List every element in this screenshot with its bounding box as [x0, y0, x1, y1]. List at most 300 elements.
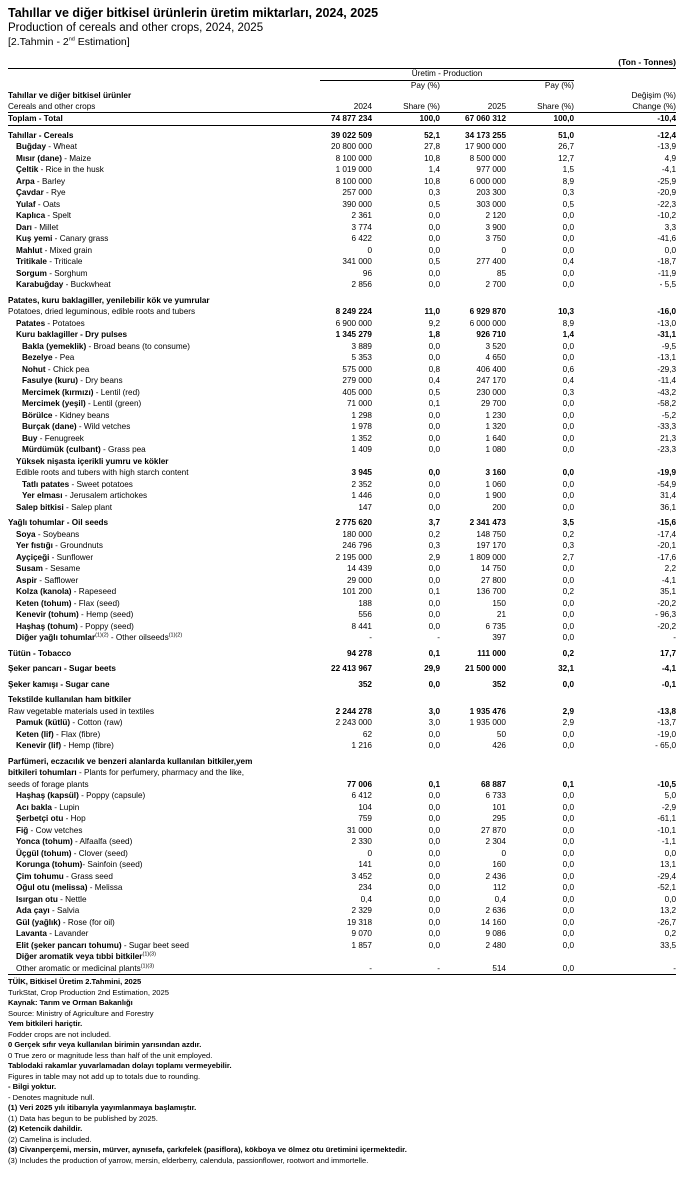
change-pct: -20,9 [657, 188, 677, 197]
share-2024: 1,8 [428, 330, 440, 339]
label-en: Sweet potatoes [76, 479, 133, 489]
change-pct: -17,6 [657, 552, 677, 562]
label-tr: Patates [16, 318, 46, 328]
share-2025: 0,0 [562, 491, 575, 500]
change-pct: -20,1 [657, 541, 677, 550]
share-2025: 2,7 [562, 552, 575, 562]
change-pct: 4,9 [664, 153, 677, 163]
value-2024: 1 345 279 [335, 330, 372, 339]
table-row [8, 141, 676, 153]
share-2024: 0,5 [428, 199, 440, 209]
share-2025: 2,9 [562, 718, 575, 727]
row-label: Çavdar - Rye [16, 188, 66, 197]
share-2024: 0,0 [428, 871, 440, 881]
footnote-line: 0 True zero or magnitude less than half of the unit employed. [8, 1050, 213, 1060]
table-row [8, 490, 676, 502]
label-header-en: Cereals and other crops [8, 102, 320, 113]
label-tr: Fiğ [16, 825, 29, 835]
change-pct: -10,4 [574, 113, 676, 126]
label-tr: Yonca (tohum) [16, 837, 73, 846]
share-2025: 0,0 [562, 564, 575, 573]
change-pct: -29,3 [657, 364, 677, 374]
value-2025: 426 [492, 741, 506, 750]
value-2025: 6 000 000 [469, 318, 506, 328]
value-2025: 21 500 000 [465, 664, 506, 673]
share-2024: 0,0 [428, 929, 440, 938]
change-pct: 0,0 [664, 894, 677, 904]
value-2024: 39 022 509 [331, 130, 372, 140]
label-en: Lupin [59, 802, 80, 812]
share-2025: 0,2 [562, 648, 575, 658]
footnote-line: (1) Veri 2025 yılı itibarıyla yayımlanmaya başlamıştır. [8, 1103, 197, 1112]
row-label [8, 456, 320, 468]
value-2024: 180 000 [342, 529, 372, 539]
share-2024: 1,4 [428, 165, 440, 174]
share-2024: 0,0 [428, 222, 440, 232]
change-pct [574, 295, 676, 307]
value-2025: 4 650 [485, 353, 506, 362]
value-2024: 0 [367, 848, 372, 858]
share-2025: 0,0 [562, 245, 575, 255]
change-pct: 36,1 [660, 502, 677, 512]
table-header-row-2 [8, 80, 676, 91]
label-en: Wild vetches [83, 422, 131, 431]
share-2024: 0,4 [428, 376, 440, 385]
change-pct: 0,0 [664, 245, 677, 255]
table-row [8, 268, 676, 280]
row-label: Diğer yağlı tohumlar$^{(1)(2)}$ - Other oilseeds$^{(1)(2)}$ [16, 632, 183, 642]
row-label [8, 756, 320, 768]
share-2024: 0,0 [428, 468, 440, 477]
label-en: Hemp (fibre) [68, 741, 114, 750]
row-label: Korunga (tohum)- Sainfoin (seed) [16, 860, 143, 869]
label-en: Grass pea [107, 445, 146, 454]
table-row [8, 905, 676, 917]
value-2025: 514 [440, 963, 506, 975]
table-row [8, 779, 676, 791]
change-pct: -13,0 [657, 318, 677, 328]
share-2024: 0,1 [428, 779, 440, 789]
table-row [8, 279, 676, 291]
table-row [8, 767, 676, 779]
label-en: Buckwheat [70, 280, 111, 289]
value-2024 [320, 456, 372, 468]
row-label: Haşhaş (tohum) - Poppy (seed) [16, 621, 134, 631]
table-body [8, 113, 676, 975]
table-row [8, 176, 676, 188]
value-2024: 2 361 [351, 211, 372, 220]
row-label: Yağlı tohumlar - Oil seeds [8, 518, 109, 527]
production-table [8, 68, 676, 975]
row-label: Toplam - Total [8, 113, 320, 126]
row-label: Fasulye (kuru) - Dry beans [22, 376, 123, 385]
label-tr: Susam [16, 564, 43, 573]
table-row [8, 398, 676, 410]
value-2025: 3 900 [485, 222, 506, 232]
row-label [8, 706, 320, 718]
label-en: Rapeseed [78, 587, 117, 596]
value-2024: 2 352 [351, 479, 372, 489]
table-row [8, 199, 676, 211]
share-2025: 0,0 [506, 963, 574, 975]
value-2025: 14 160 [480, 917, 506, 927]
value-2024: 20 800 000 [331, 142, 372, 151]
footnote-line: - Bilgi yoktur. [8, 1082, 57, 1091]
share-2025: 0,2 [562, 529, 575, 539]
value-2025 [440, 767, 506, 779]
footnote-line: Kaynak: Tarım ve Orman Bakanlığı [8, 998, 133, 1007]
value-2024: 234 [358, 883, 372, 892]
share-2025: 0,0 [562, 621, 575, 631]
value-2025: 1 809 000 [469, 552, 506, 562]
table-row [8, 848, 676, 860]
value-2024: 19 318 [346, 917, 372, 927]
footnote-line: (2) Camelina is included. [8, 1134, 92, 1144]
share-2025: 0,2 [562, 587, 575, 596]
change-pct: -41,6 [657, 234, 677, 243]
change-pct: 17,7 [660, 648, 677, 658]
share-2025: 0,0 [562, 729, 575, 739]
value-2025: 148 750 [476, 529, 506, 539]
share-2024: 0,1 [428, 399, 440, 408]
label-en: Rose (for oil) [67, 917, 115, 927]
row-label: Lavanta - Lavander [16, 929, 89, 938]
table-row [8, 951, 676, 963]
value-2024: 246 796 [342, 541, 372, 550]
share-2024: 0,0 [428, 610, 440, 619]
share-2025: 0,0 [562, 598, 575, 608]
label-en: Sunflower [56, 552, 94, 562]
label-tr: Fasulye (kuru) [22, 376, 78, 385]
share-2025: 0,0 [562, 610, 575, 619]
share-2024: 0,0 [428, 679, 440, 689]
label-en: Salep plant [71, 502, 113, 512]
share-2025: 26,7 [558, 142, 575, 151]
row-label: Patates - Potatoes [16, 318, 85, 328]
label-tr: Tütün [8, 648, 31, 658]
footnote-line: TurkStat, Crop Production 2nd Estimation, 2025 [8, 987, 169, 997]
label-tr: Ayçiçeği [16, 552, 50, 562]
label-tr: Pamuk (kütlü) [16, 718, 71, 727]
value-2025: 277 400 [476, 257, 506, 266]
row-label: Yonca (tohum) - Alfaalfa (seed) [16, 837, 133, 846]
value-2025: 1 060 [485, 479, 506, 489]
change-pct: -22,3 [657, 199, 677, 209]
share-2025: 0,6 [562, 364, 575, 374]
value-2024: 3 452 [351, 871, 372, 881]
row-label: Nohut - Chick pea [22, 364, 90, 374]
label-en: Rye [51, 188, 66, 197]
share-2024: 0,0 [428, 825, 440, 835]
table-row [8, 940, 676, 952]
table-row [8, 364, 676, 376]
label-tr: Mısır (dane) [16, 153, 62, 163]
label-en: Lavander [54, 929, 89, 938]
value-2025: 3 520 [485, 341, 506, 351]
table-row [8, 256, 676, 268]
change-pct: 0,2 [664, 929, 677, 938]
share-2024: 0,0 [428, 729, 440, 739]
label-en: Hemp (seed) [86, 610, 134, 619]
share-2025: 0,0 [562, 433, 575, 443]
share-2025: 0,0 [562, 502, 575, 512]
row-label: Tahıllar - Cereals [8, 130, 74, 140]
footnote-line: (2) Ketencik dahildir. [8, 1124, 83, 1133]
table-row [8, 632, 676, 644]
change-pct: 21,3 [660, 433, 677, 443]
table-header-row-4 [8, 102, 676, 113]
change-pct: -52,1 [657, 883, 677, 892]
share-2024: 0,0 [428, 422, 440, 431]
share-2025: 0,0 [562, 234, 575, 243]
value-2025: 2 341 473 [469, 518, 506, 527]
change-pct: -12,4 [657, 130, 677, 140]
table-row [8, 586, 676, 598]
row-label: Ayçiçeği - Sunflower [16, 552, 94, 562]
label-en: Sorghum [54, 268, 88, 278]
share-2024: 0,0 [428, 410, 440, 420]
value-2024: 94 278 [346, 648, 372, 658]
table-row [8, 813, 676, 825]
value-2025: 926 710 [476, 330, 506, 339]
share-2024: - [437, 633, 440, 642]
label-en: Rice in the husk [45, 165, 104, 174]
label-tr: Çim tohumu [16, 871, 64, 881]
label-en: Sugar cane [65, 679, 110, 689]
change-pct: -10,5 [657, 779, 677, 789]
table-row [8, 609, 676, 621]
label-tr: Ada çayı [16, 906, 50, 915]
value-2025 [440, 694, 506, 706]
value-2024: 405 000 [342, 387, 372, 397]
row-label: Şeker kamışı - Sugar cane [8, 679, 110, 689]
value-2024: 3 774 [351, 222, 372, 232]
value-2024: 141 [358, 860, 372, 869]
table-row [8, 222, 676, 234]
value-2025: 2 636 [485, 906, 506, 915]
share-2024: 0,0 [428, 211, 440, 220]
share-2024: 0,0 [428, 814, 440, 823]
row-label: Aspir - Safflower [16, 575, 79, 585]
value-2025: 0 [501, 848, 506, 858]
share-header-tr-2: Pay (%) [544, 80, 575, 90]
change-pct: 2,2 [664, 564, 677, 573]
share-2024: 3,7 [428, 518, 440, 527]
table-row [8, 894, 676, 906]
change-pct: -15,6 [657, 518, 677, 527]
change-pct: -2,9 [661, 802, 677, 812]
share-2024: 9,2 [428, 318, 440, 328]
value-2024: 2 330 [351, 837, 372, 846]
value-2024: - [320, 963, 372, 975]
value-2025: 303 000 [476, 199, 506, 209]
footnote-line: Tablodaki rakamlar yuvarlamadan dolayı toplamı vermeyebilir. [8, 1061, 232, 1070]
value-2025: 295 [492, 814, 506, 823]
table-row [8, 329, 676, 341]
footnote-line: (1) Data has begun to be published by 2025. [8, 1113, 158, 1123]
label-en: Alfaalfa (seed) [79, 837, 133, 846]
row-label: Mercimek (yeşil) - Lentil (green) [22, 399, 142, 408]
label-tr: Darı [16, 222, 32, 232]
share-2025: 8,9 [562, 318, 575, 328]
value-2025: 1 320 [485, 422, 506, 431]
change-pct: -19,0 [657, 729, 677, 739]
share-2025: 1,5 [562, 165, 575, 174]
share-2024 [372, 756, 440, 768]
label-tr: Keten (lif) [16, 729, 54, 739]
table-row [8, 871, 676, 883]
table-row [8, 318, 676, 330]
change-pct: -0,1 [661, 679, 677, 689]
share-2024: 52,1 [424, 130, 440, 140]
row-label: Şerbetçi otu - Hop [16, 814, 86, 823]
value-2024 [320, 951, 372, 963]
value-2025: 1 935 000 [469, 718, 506, 727]
table-row [8, 130, 676, 142]
value-2025: 3 750 [485, 234, 506, 243]
share-2025 [506, 951, 574, 963]
share-2024: 0,0 [428, 741, 440, 750]
change-pct: 3,3 [664, 222, 677, 232]
value-2024: 3 945 [351, 468, 372, 477]
label-tr: Üçgül (tohum) [16, 848, 72, 858]
footnote-ref: (1)(2) [168, 632, 183, 639]
label-tr: Sorgum [16, 268, 47, 278]
label-en: Broad beans (to consume) [93, 341, 190, 351]
share-2024: 0,0 [428, 353, 440, 362]
value-2024: 22 413 967 [331, 664, 372, 673]
value-2024: 8 100 000 [335, 153, 372, 163]
share-2024 [372, 767, 440, 779]
label-en: Maize [69, 153, 92, 163]
row-label: Tritikale - Triticale [16, 257, 83, 266]
label-en: Lentil (red) [100, 387, 140, 397]
share-2024: 0,0 [428, 491, 440, 500]
label-tr: Yer elması [22, 491, 63, 500]
change-pct: - 96,3 [655, 610, 677, 619]
row-label: Mahlut - Mixed grain [16, 245, 92, 255]
value-2024: 0,4 [360, 894, 372, 904]
label-tr: Yulaf [16, 199, 36, 209]
share-2025: 2,9 [562, 706, 575, 716]
label-tr: Tahıllar [8, 130, 37, 140]
value-2025: 6 929 870 [469, 307, 506, 316]
value-2024: 77 006 [346, 779, 372, 789]
change-pct: -1,1 [661, 837, 677, 846]
row-label: Yer elması - Jerusalem artichokes [22, 491, 148, 500]
document-subtitle: Production of cereals and other crops, 2024, 2025 [8, 22, 264, 34]
value-2025: 8 500 000 [469, 153, 506, 163]
share-header-en-2: Share (%) [506, 102, 574, 113]
section-heading-en: Potatoes, dried leguminous, edible roots and tubers [8, 307, 196, 316]
share-2025: 0,5 [562, 199, 575, 209]
label-en: Cotton (raw) [77, 718, 123, 727]
table-row [8, 802, 676, 814]
footnote-line: 0 Gerçek sıfır veya kullanılan birimin yarısından azdır. [8, 1040, 202, 1049]
value-2024: 257 000 [342, 188, 372, 197]
change-pct: -5,2 [661, 410, 677, 420]
share-2024: 0,0 [428, 234, 440, 243]
value-2025: 111 000 [477, 648, 506, 658]
share-2024: 0,0 [428, 564, 440, 573]
change-pct: -4,1 [661, 575, 677, 585]
label-en: Clover (seed) [78, 848, 128, 858]
table-row [8, 352, 676, 364]
change-pct: - [673, 633, 677, 642]
share-2024: 0,0 [428, 848, 440, 858]
label-en: Total [43, 114, 63, 123]
label-tr: Tatlı patates [22, 479, 70, 489]
value-2025: 150 [492, 598, 506, 608]
value-2025: 2 700 [485, 280, 506, 289]
label-tr: Tritikale [16, 257, 47, 266]
change-pct: -25,9 [657, 176, 677, 186]
row-label: Çim tohumu - Grass seed [16, 871, 113, 881]
section-heading-en: Raw vegetable materials used in textiles [8, 706, 155, 716]
change-pct: -11,4 [657, 376, 677, 385]
value-2025 [440, 951, 506, 963]
label-en: Soybeans [42, 529, 80, 539]
share-2024: 29,9 [424, 664, 440, 673]
label-tr: Şerbetçi otu [16, 814, 64, 823]
value-2025: 17 900 000 [465, 142, 506, 151]
footnote-ref: (1)(3) [140, 962, 155, 969]
share-2025: 0,0 [562, 814, 575, 823]
value-2024 [320, 767, 372, 779]
value-2024: 759 [358, 814, 372, 823]
row-label: Salep bitkisi - Salep plant [16, 502, 113, 512]
change-pct: -4,1 [661, 165, 677, 174]
share-2024 [372, 694, 440, 706]
row-label: Darı - Millet [16, 222, 59, 232]
value-2025: 50 [496, 729, 506, 739]
value-2024: 1 352 [351, 433, 372, 443]
value-2024: 279 000 [342, 376, 372, 385]
table-row [8, 375, 676, 387]
label-tr: Çavdar [16, 188, 44, 197]
table-row [8, 433, 676, 445]
share-2024: 3,0 [428, 718, 440, 727]
value-2024: 556 [358, 610, 372, 619]
share-2025: 0,0 [562, 422, 575, 431]
row-label: Buy - Fenugreek [22, 433, 84, 443]
value-2025: 29 700 [480, 399, 506, 408]
share-2025: 0,0 [562, 211, 575, 220]
table-row [8, 679, 676, 691]
table-row [8, 621, 676, 633]
change-pct: -11,9 [657, 268, 677, 278]
change-pct: -58,2 [657, 399, 677, 408]
share-2024: 0,0 [428, 280, 440, 289]
row-label: Kenevir (lif) - Hemp (fibre) [16, 741, 114, 750]
row-label: Yer fıstığı - Groundnuts [16, 541, 103, 550]
share-2025: 0,0 [562, 575, 575, 585]
change-pct: -26,7 [657, 917, 677, 927]
value-2025: 2 120 [485, 211, 506, 220]
share-2024: 0,0 [428, 883, 440, 892]
change-pct: -13,1 [657, 353, 677, 362]
table-header-row-1 [8, 69, 676, 81]
value-2024: 575 000 [342, 364, 372, 374]
label-tr: Çeltik [16, 165, 39, 174]
value-2025: 352 [492, 679, 506, 689]
label-en: Jerusalem artichokes [69, 491, 148, 500]
label-en: Oil seeds [71, 518, 109, 527]
label-tr: Börülce [22, 410, 53, 420]
value-2024: 6 412 [351, 791, 372, 800]
row-label [8, 951, 320, 963]
table-row [8, 306, 676, 318]
